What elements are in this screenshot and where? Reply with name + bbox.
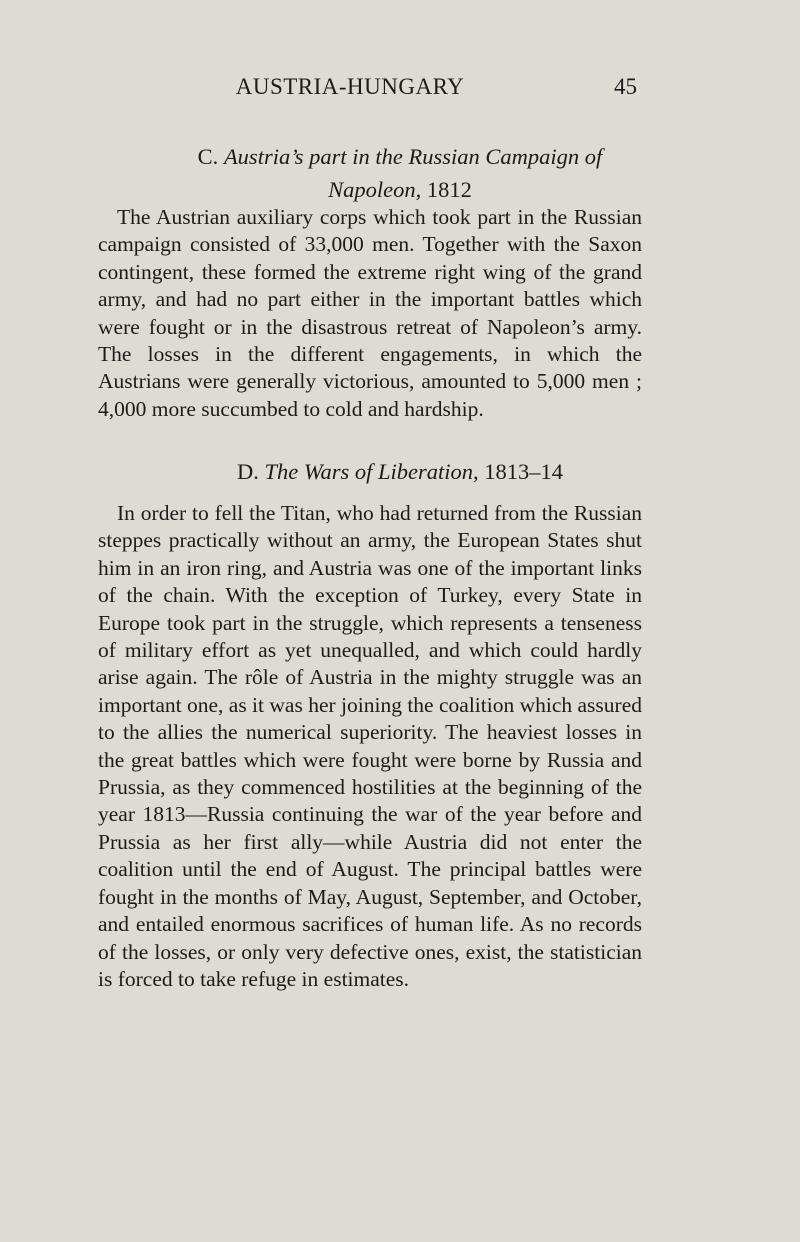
- section-c-heading-line2: [100, 173, 700, 206]
- section-d-title: The Wars of Liberation,: [264, 459, 479, 484]
- section-c-paragraph: The Austrian auxiliary corps which took part in the Russian campaign consisted of 33,000 men. Together with the Saxon contingent, these formed the extreme right wing of the grand army, and had no part either in the important battles which were fought or in the disastrous retreat of Napoleon’s army. The losses in the different engagements, in which the Austrians were generally victorious, amounted to 5,000 men ; 4,000 more succumbed to cold and hardship.: [98, 205, 642, 421]
- page-number: 45: [614, 74, 637, 99]
- section-c-heading: [100, 140, 700, 206]
- section-c-title: Austria’s part in the Russian Campaign of: [223, 144, 603, 169]
- running-title: AUSTRIA-HUNGARY: [235, 74, 465, 99]
- section-d-years: 1813–14: [484, 459, 564, 484]
- section-d-paragraph: In order to fell the Titan, who had returned from the Russian steppes practically without an army, the European States shut him in an iron ring, and Austria was one of the important links of the chain. With the exception of Turkey, every State in Europe took part in the struggle, which represents a tenseness of military effort as yet unequalled, and which could hardly arise again. The rôle of Austria in the mighty struggle was an important one, as it was her joining the coalition which assured to the allies the numerical superiority. The heaviest losses in the great battles which were fought were borne by Russia and Prussia, as they commenced hostilities at the beginning of the year 1813—Russia continuing the war of the year before and Prussia as her first ally—while Austria did not enter the coalition until the end of August. The principal battles were fought in the months of May, August, September, and October, and entailed enormous sacrifices of human life. As no records of the losses, or only very defective ones, exist, the statistician is forced to take refuge in estimates.: [98, 501, 642, 991]
- section-c-title-cont: Napoleon,: [328, 177, 422, 202]
- section-c-letter: C.: [197, 144, 219, 169]
- section-d-heading: [100, 455, 700, 488]
- section-c-year: 1812: [426, 177, 472, 202]
- running-head: [0, 70, 800, 104]
- section-d-letter: D.: [236, 459, 259, 484]
- section-c-heading-line1: [100, 140, 700, 173]
